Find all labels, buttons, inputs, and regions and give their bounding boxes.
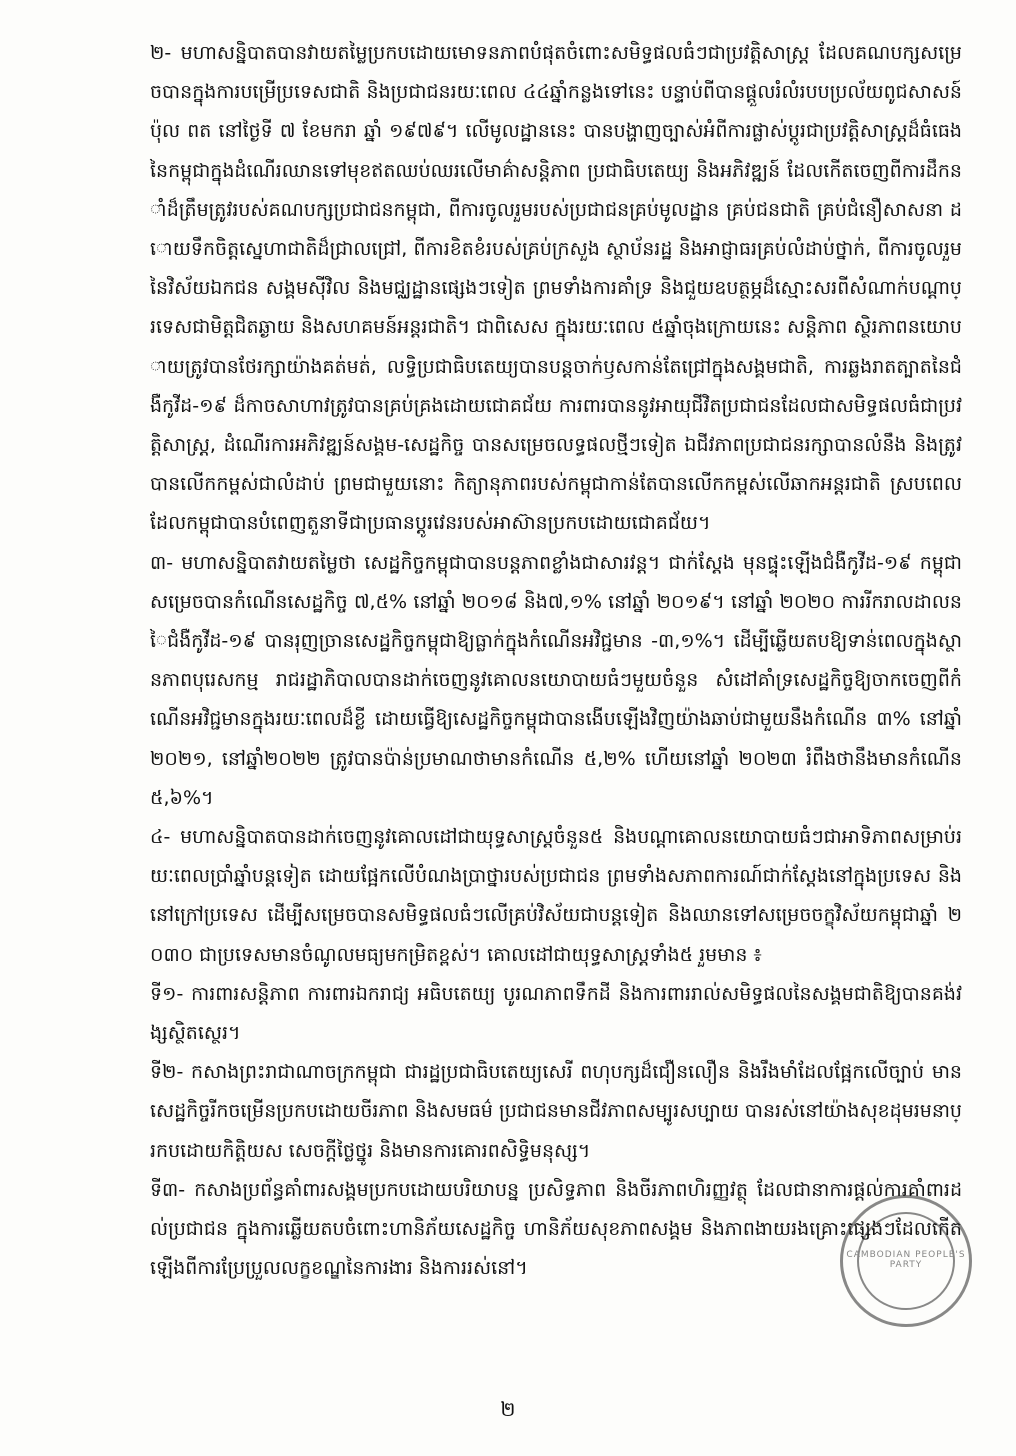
goal-2: ទី២- កសាងព្រះរាជាណាចក្រកម្ពុជា ជារដ្ឋប្រជាធិបតេយ្យសេរី ពហុបក្សដ៏ជឿនលឿន និងរឹងមាំដែលផ្អែកលើច្បាប់ មានសេដ្ឋកិច្ចរីកចម្រើនប្រកបដោយចីរភាព និងសមធម៌ ប្រជាជនមានជីវភាពសម្បូរសប្បាយ បានរស់នៅយ៉ាងសុខដុមរមនាប្រកបដោយកិត្តិយស សេចក្តីថ្លៃថ្នូរ និងមានការគោរពសិទ្ធិមនុស្ស។ xyxy=(150,1061,962,1162)
goal-3: ទី៣- កសាងប្រព័ន្ធគាំពារសង្គមប្រកបដោយបរិយាបន្ន ប្រសិទ្ធភាព និងចីរភាពហិរញ្ញវត្ថុ ដែលជានាការផ្តល់ការគាំពារដល់ប្រជាជន ក្នុងការឆ្លើយតបចំពោះហានិភ័យសេដ្ឋកិច្ច ហានិភ័យសុខភាពសង្គម និងភាពងាយរងគ្រោះផ្សេងៗដែលកើតឡើងពីការប្រែប្រួលលក្ខខណ្ឌនៃការងារ និងការរស់នៅ។ xyxy=(150,1178,962,1280)
goal-1: ទី១- ការពារសន្តិភាព ការពារឯករាជ្យ អធិបតេយ្យ បូរណភាពទឹកដី និងការពាររាល់សមិទ្ធផលនៃសង្គមជាតិឱ្យបានគង់វង្សស្ថិតស្ថេរ។ xyxy=(150,982,962,1045)
party-seal-stamp xyxy=(840,1195,972,1327)
seal-text: CAMBODIAN PEOPLE'S PARTY xyxy=(846,1250,966,1270)
page-number: ២ xyxy=(500,1397,516,1421)
paragraph-2: ២- មហាសន្និបាតបានវាយតម្លៃប្រកបដោយមោទនភាពបំផុតចំពោះសមិទ្ធផលធំៗជាប្រវត្តិសាស្ត្រ ដែលគណបក្សសម្រេចបានក្នុងការបម្រើប្រទេសជាតិ និងប្រជាជនរយៈពេល ៤៤ឆ្នាំកន្លងទៅនេះ បន្ទាប់ពីបានផ្តួលរំលំរបបប្រល័យពូជសាសន៍ ប៉ុល ពត នៅថ្ងៃទី ៧ ខែមករា ឆ្នាំ ១៩៧៩។ លើមូលដ្ឋាននេះ បានបង្ហាញច្បាស់អំពីការផ្លាស់ប្តូរជាប្រវត្តិសាស្ត្រដ៏ធំធេងនៃកម្ពុជាក្នុងដំណើរឈានទៅមុខឥតឈប់ឈរលើមាគ៌ាសន្តិភាព ប្រជាធិបតេយ្យ និងអភិវឌ្ឍន៍ ដែលកើតចេញពីការដឹកនាំដ៏ត្រឹមត្រូវរបស់គណបក្សប្រជាជនកម្ពុជា, ពីការចូលរួមរបស់ប្រជាជនគ្រប់មូលដ្ឋាន គ្រប់ជនជាតិ គ្រប់ជំនឿសាសនា ដោយទឹកចិត្តស្នេហាជាតិដ៏ជ្រាលជ្រៅ, ពីការខិតខំរបស់គ្រប់ក្រសួង ស្ថាប័នរដ្ឋ និងអាជ្ញាធរគ្រប់លំដាប់ថ្នាក់, ពីការចូលរួមនៃវិស័យឯកជន សង្គមស៊ីវិល និងមជ្ឈដ្ឋានផ្សេងៗទៀត ព្រមទាំងការគាំទ្រ និងជួយឧបត្ថម្ភដ៏ស្មោះសរពីសំណាក់បណ្តាប្រទេសជាមិត្តជិតឆ្ងាយ និងសហគមន៍អន្តរជាតិ។ ជាពិសេស ក្នុងរយៈពេល ៥ឆ្នាំចុងក្រោយនេះ សន្តិភាព ស្ថិរភាពនយោបាយត្រូវបានថែរក្សាយ៉ាងគត់មត់, លទ្ធិប្រជាធិបតេយ្យបានបន្តចាក់ឫសកាន់តែជ្រៅក្នុងសង្គមជាតិ, ការឆ្លងរាតត្បាតនៃជំងឺកូវីដ-១៩ ដ៏កាចសាហាវត្រូវបានគ្រប់គ្រងដោយជោគជ័យ ការពារបាននូវអាយុជីវិតប្រជាជនដែលជាសមិទ្ធផលធំជាប្រវត្តិសាស្ត្រ, ដំណើរការអភិវឌ្ឍន៍សង្គម-សេដ្ឋកិច្ច បានសម្រេចលទ្ធផលថ្មីៗទៀត ឯជីវភាពប្រជាជនរក្សាបានលំនឹង និងត្រូវបានលើកកម្ពស់ជាលំដាប់ ព្រមជាមួយនោះ កិត្យានុភាពរបស់កម្ពុជាកាន់តែបានលើកកម្ពស់លើឆាកអន្តរជាតិ ស្របពេលដែលកម្ពុជាបានបំពេញតួនាទីជាប្រធានប្តូរវេនរបស់អាស៊ានប្រកបដោយជោគជ័យ។ xyxy=(150,42,962,535)
document-body xyxy=(150,34,962,1289)
paragraph-4: ៤- មហាសន្និបាតបានដាក់ចេញនូវគោលដៅជាយុទ្ធសាស្ត្រចំនួន៥ និងបណ្តាគោលនយោបាយធំៗជាអាទិភាពសម្រាប់រយៈពេលប្រាំឆ្នាំបន្តទៀត ដោយផ្អែកលើបំណងប្រាថ្នារបស់ប្រជាជន ព្រមទាំងសភាពការណ៍ជាក់ស្តែងនៅក្នុងប្រទេស និងនៅក្រៅប្រទេស ដើម្បីសម្រេចបានសមិទ្ធផលធំៗលើគ្រប់វិស័យជាបន្តទៀត និងឈានទៅសម្រេចចក្ខុវិស័យកម្ពុជាឆ្នាំ ២០៣០ ជាប្រទេសមានចំណូលមធ្យមកម្រិតខ្ពស់។ គោលដៅជាយុទ្ធសាស្ត្រទាំង៥ រួមមាន ៖ xyxy=(150,826,962,966)
paragraph-3: ៣- មហាសន្និបាតវាយតម្លៃថា សេដ្ឋកិច្ចកម្ពុជាបានបន្តភាពខ្លាំងជាសារវន្ត។ ជាក់ស្តែង មុនផ្ទុះឡើងជំងឺកូវីដ-១៩ កម្ពុជាសម្រេចបានកំណើនសេដ្ឋកិច្ច ៧,៥% នៅឆ្នាំ ២០១៨ និង៧,១% នៅឆ្នាំ ២០១៩។ នៅឆ្នាំ ២០២០ ការរីករាលដាលនៃជំងឺកូវីដ-១៩ បានរុញច្រានសេដ្ឋកិច្ចកម្ពុជាឱ្យធ្លាក់ក្នុងកំណើនអវិជ្ជមាន -៣,១%។ ដើម្បីឆ្លើយតបឱ្យទាន់ពេលក្នុងស្ថានភាពបុរេសកម្ម រាជរដ្ឋាភិបាលបានដាក់ចេញនូវគោលនយោបាយធំៗមួយចំនួន សំដៅគាំទ្រសេដ្ឋកិច្ចឱ្យចាកចេញពីកំណើនអវិជ្ជមានក្នុងរយៈពេលដ៏ខ្លី ដោយធ្វើឱ្យសេដ្ឋកិច្ចកម្ពុជាបានងើបឡើងវិញយ៉ាងឆាប់ជាមួយនឹងកំណើន ៣% នៅឆ្នាំ ២០២១, នៅឆ្នាំ២០២២ ត្រូវបានប៉ាន់ប្រមាណថាមានកំណើន ៥,២% ហើយនៅឆ្នាំ ២០២៣ រំពឹងថានឹងមានកំណើន ៥,៦%។ xyxy=(150,551,962,809)
